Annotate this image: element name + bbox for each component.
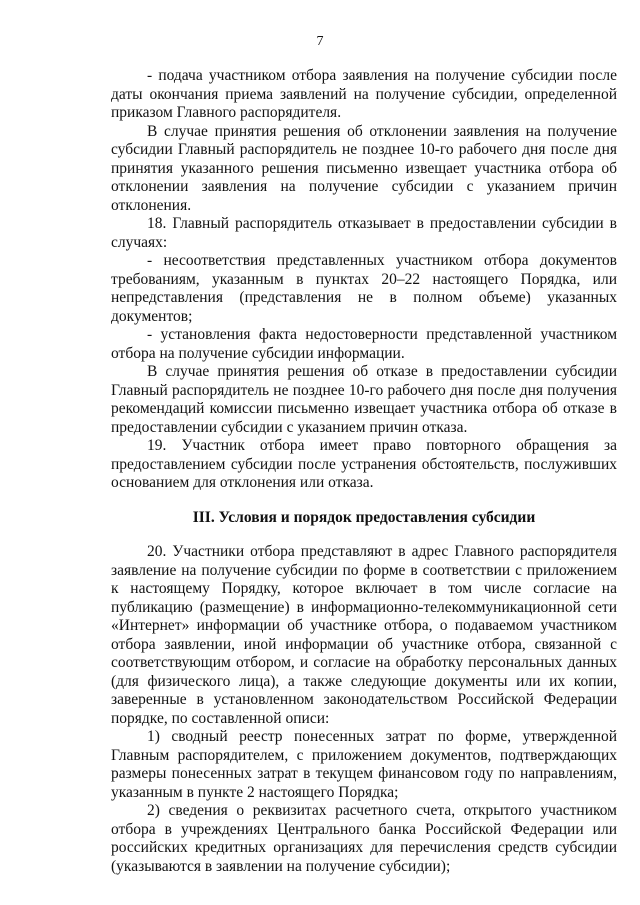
paragraph-clause-19: 19. Участник отбора имеет право повторного обращения за предоставлением субсидии после устранения обстоятельств, послуживших основанием для отклонения или отказа. <box>111 437 617 491</box>
document-body <box>111 67 617 876</box>
paragraph-rejection-notice: В случае принятия решения об отклонении заявления на получение субсидии Главный распорядитель не позднее 10-го рабочего дня после дня принятия указанного решения письменно извещает участника отбора об отклонении заявления на получение субсидии с указанием причин отклонения. <box>111 122 617 214</box>
paragraph-refusal-notice: В случае принятия решения об отказе в предоставлении субсидии Главный распорядитель не позднее 10-го рабочего дня после дня получения рекомендаций комиссии письменно извещает участника отбора об отказе в предоставлении субсидии с указанием причин отказа. <box>111 363 617 436</box>
paragraph-false-info: - установления факта недостоверности представленной участником отбора на получение субсидии информации. <box>111 326 617 362</box>
paragraph-item-2: 2) сведения о реквизитах расчетного счета, открытого участником отбора в учреждениях Центрального банка Российской Федерации или российских кредитных организациях для перечисления средств субсидии (указываются в заявлении на получение субсидии); <box>111 802 617 875</box>
paragraph-application-late: - подача участником отбора заявления на получение субсидии после даты окончания приема заявлений на получение субсидии, определенной приказом Главного распорядителя. <box>111 67 617 121</box>
page-number: 7 <box>316 34 324 49</box>
paragraph-item-1: 1) сводный реестр понесенных затрат по форме, утвержденной Главным распорядителем, с приложением документов, подтверждающих размеры понесенных затрат в текущем финансовом году по направлениям, указанным в пункте 2 настоящего Порядка; <box>111 728 617 801</box>
paragraph-nonconformity: - несоответствия представленных участником отбора документов требованиям, указанным в пунктах 20–22 настоящего Порядка, или непредставления (представления не в полном объеме) указанных документов; <box>111 252 617 325</box>
section-heading: III. Условия и порядок предоставления субсидии <box>192 508 536 526</box>
paragraph-clause-18: 18. Главный распорядитель отказывает в предоставлении субсидии в случаях: <box>111 215 617 251</box>
paragraph-clause-20: 20. Участники отбора представляют в адрес Главного распорядителя заявление на получение субсидии по форме в соответствии с приложением к настоящему Порядку, которое включает в том числе согласие на публикацию (размещение) в информационно-телекоммуникационной сети «Интернет» информации об участнике отбора, о подаваемом участником отбора заявлении, иной информации об участнике отбора, связанной с соответствующим отбором, и согласие на обработку персональных данных (для физического лица), а также следующие документы или их копии, заверенные в установленном законодательством Российской Федерации порядке, по составленной описи: <box>111 543 617 727</box>
